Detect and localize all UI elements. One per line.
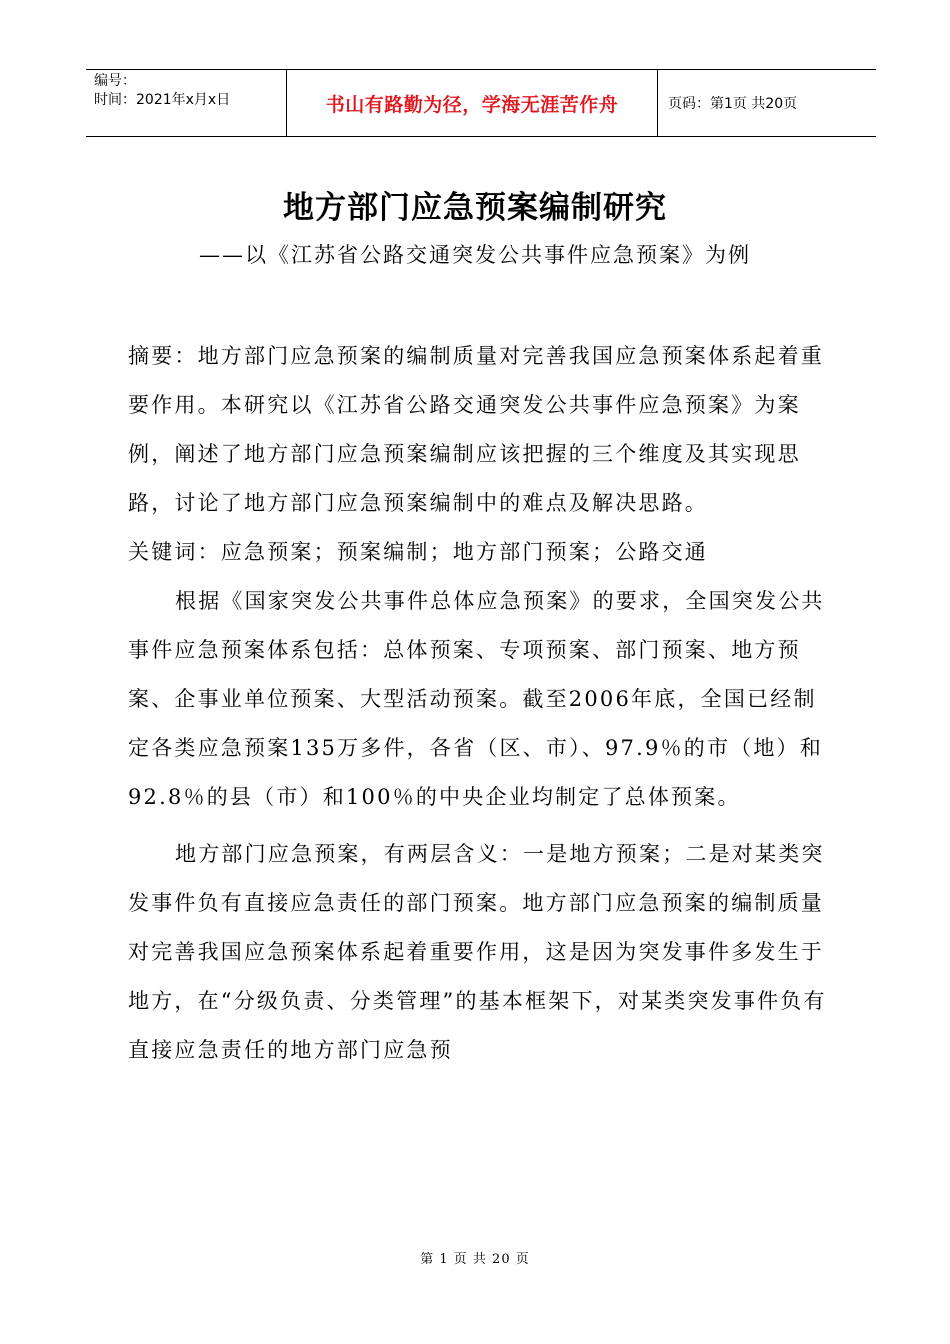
document-title: 地方部门应急预案编制研究 xyxy=(283,190,667,226)
page-footer: 第 1 页 共 20 页 xyxy=(420,1252,530,1267)
header-motto: 书山有路勤为径，学海无涯苦作舟 xyxy=(325,93,619,116)
header-motto-cell xyxy=(286,70,658,136)
document-body xyxy=(128,332,834,1075)
header-page-label: 页码：第1页 共20页 xyxy=(668,96,798,112)
abstract-paragraph: 摘要：地方部门应急预案的编制质量对完善我国应急预案体系起着重要作用。本研究以《江苏省公路交通突发公共事件应急预案》为案例，阐述了地方部门应急预案编制应该把握的三个维度及其实现思路，讨论了地方部门应急预案编制中的难点及解决思路。 xyxy=(128,344,824,515)
document-subtitle: ——以《江苏省公路交通突发公共事件应急预案》为例 xyxy=(199,243,751,267)
header-meta xyxy=(86,70,286,136)
document-number-label: 编号： xyxy=(94,73,136,89)
body-paragraph-2: 地方部门应急预案，有两层含义：一是地方预案；二是对某类突发事件负有直接应急责任的部门预案。地方部门应急预案的编制质量对完善我国应急预案体系起着重要作用，这是因为突发事件多发生于地方，在“分级负责、分类管理”的基本框架下，对某类突发事件负有直接应急责任的地方部门应急预 xyxy=(128,842,827,1062)
document-time-label: 时间：2021年x月x日 xyxy=(94,92,231,108)
keywords-line: 关键词：应急预案；预案编制；地方部门预案；公路交通 xyxy=(128,540,708,564)
header-page-cell xyxy=(658,70,876,136)
body-paragraph-1: 根据《国家突发公共事件总体应急预案》的要求，全国突发公共事件应急预案体系包括：总体预案、专项预案、部门预案、地方预案、企事业单位预案、大型活动预案。截至2006年底，全国已经制定各类应急预案135万多件，各省（区、市）、97.9％的市（地）和92.8％的县（市）和100％的中央企业均制定了总体预案。 xyxy=(128,589,825,809)
page-header xyxy=(86,69,876,137)
